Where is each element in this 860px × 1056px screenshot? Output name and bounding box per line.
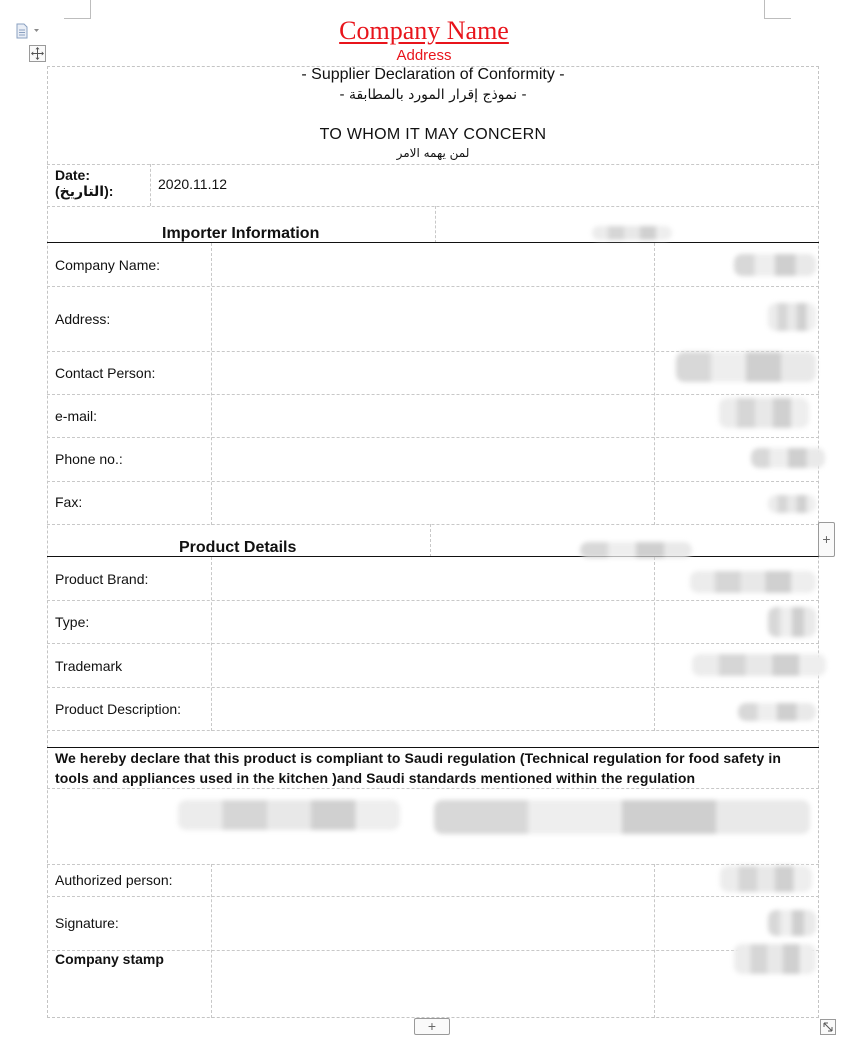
- row-divider: [47, 730, 819, 731]
- section-rule: [47, 556, 819, 557]
- redacted-text: [178, 800, 400, 830]
- redacted-text: [768, 303, 816, 331]
- column-divider: [211, 557, 212, 731]
- redacted-text: [738, 703, 816, 721]
- row-divider: [47, 164, 819, 165]
- form-title: - Supplier Declaration of Conformity -: [301, 66, 565, 83]
- date-label-en: Date:: [55, 167, 91, 183]
- add-row-button[interactable]: +: [414, 1018, 450, 1035]
- row-divider: [47, 788, 819, 789]
- redacted-text: [580, 542, 692, 558]
- trademark-label: Trademark: [55, 658, 123, 674]
- date-label: [55, 167, 113, 199]
- company-name: Company Name: [339, 16, 509, 45]
- declaration-statement: We hereby declare that this product is compliant to Saudi regulation (Technical regulation for food safety in tools and appliances used in the kitchen )and Saudi standards mentioned within the regulation: [55, 750, 782, 786]
- row-divider: [47, 687, 819, 688]
- salutation: TO WHOM IT MAY CONCERN: [319, 126, 547, 143]
- contact-person-label: Contact Person:: [55, 365, 156, 381]
- salutation-arabic: لمن يهمه الامر: [396, 146, 470, 160]
- product-brand-label: Product Brand:: [55, 571, 149, 587]
- column-divider: [211, 864, 212, 1018]
- row-divider: [47, 437, 819, 438]
- redacted-text: [734, 254, 816, 276]
- address-label: Address:: [55, 311, 111, 327]
- redacted-text: [734, 944, 816, 974]
- form-title-arabic: - نموذج إقرار المورد بالمطابقة -: [339, 87, 527, 103]
- redacted-text: [751, 448, 825, 468]
- redacted-text: [768, 910, 816, 936]
- row-divider: [47, 600, 819, 601]
- company-address: Address: [396, 47, 452, 64]
- column-divider: [654, 557, 655, 731]
- column-divider: [150, 164, 151, 206]
- row-divider: [47, 896, 819, 897]
- date-value[interactable]: 2020.11.12: [158, 176, 228, 192]
- authorized-person-label: Authorized person:: [55, 872, 173, 888]
- column-divider: [435, 206, 436, 243]
- email-label: e-mail:: [55, 408, 98, 424]
- product-description-label: Product Description:: [55, 701, 182, 717]
- redacted-text: [676, 352, 816, 382]
- redacted-text: [768, 607, 816, 637]
- redacted-text: [768, 495, 816, 513]
- company-stamp-label: Company stamp: [55, 951, 164, 967]
- fax-label: Fax:: [55, 494, 83, 510]
- table-resize-icon[interactable]: [820, 1019, 836, 1035]
- redacted-text: [720, 866, 812, 892]
- phone-label: Phone no.:: [55, 451, 123, 467]
- row-divider: [47, 864, 819, 865]
- row-divider: [47, 524, 819, 525]
- redacted-text: [592, 226, 672, 240]
- signature-label: Signature:: [55, 915, 119, 931]
- redacted-text: [692, 654, 826, 676]
- company-name-label: Company Name:: [55, 257, 161, 273]
- row-divider: [47, 286, 819, 287]
- row-divider: [47, 394, 819, 395]
- redacted-text: [690, 571, 816, 593]
- redacted-text: [719, 398, 809, 428]
- column-divider: [430, 524, 431, 557]
- add-column-button[interactable]: +: [818, 522, 835, 557]
- date-label-ar: (التاريخ):: [55, 183, 114, 199]
- row-divider: [47, 481, 819, 482]
- column-divider: [654, 864, 655, 1018]
- type-label: Type:: [55, 614, 90, 630]
- importer-heading: Importer Information: [162, 225, 320, 242]
- product-heading: Product Details: [179, 539, 297, 556]
- row-divider: [47, 206, 819, 207]
- redacted-text: [434, 800, 810, 834]
- row-divider: [47, 643, 819, 644]
